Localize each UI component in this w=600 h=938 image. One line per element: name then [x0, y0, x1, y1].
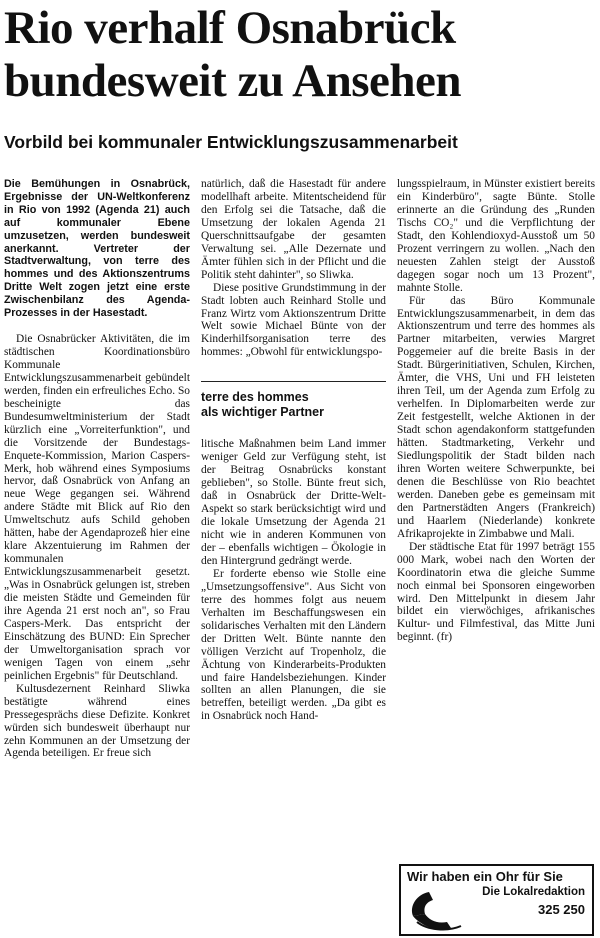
body-paragraph: Der städtische Etat für 1997 beträgt 155 000 Mark, wobei nach den Worten der Koordinatorin etwa die gleiche Summe noch einmal bei Sponsoren eingeworben wird. Den Mittelpunkt in diesem Jahr bildet ein vierwöchiges, afrikanisches Kultur- und Filmfestival, das Mitte Juni beginnt. (fr)	[397, 540, 595, 644]
ad-phone-number: 325 250	[538, 902, 585, 917]
article-column-2	[201, 178, 386, 723]
headline-line-1: Rio verhalf Osnabrück	[4, 2, 456, 54]
intermediate-heading-line-1: terre des hommes	[201, 390, 309, 405]
article-column-3	[397, 178, 595, 644]
telephone-icon	[407, 886, 465, 932]
body-paragraph: Er forderte ebenso wie Stolle eine „Umsetzungsoffensive". Aus Sicht von terre des hommes folgt aus neuem Verhalten im Beschaffungswesen ein solidarisches Verhalten mit den Ländern der Dritten Welt. Bünte nannte den völligen Verzicht auf Tropenholz, die Ächtung von Kinderarbeits-Produkten und faire Handelsbeziehungen. Kinder sollten an allen Planungen, die sie betreffen, beteiligt werden. „Da gibt es in Osnabrück noch Hand-	[201, 567, 386, 723]
body-paragraph: Für das Büro Kommunale Entwicklungszusammenarbeit, in dem das Aktionszentrum und terre des hommes als Partner mitarbeiten, verwies Margret Poggemeier auf die breite Basis in der Stadt. Bürgerinitiativen, Schulen, Kirchen, Ämter, die VHS, Uni und FH leisteten ihren Teil, um der Agenda zum Erfolg zu verhelfen. In Diplomarbeiten werde zur Zeit festgestellt, welche Aktionen in der Stadt schon agendakonform stattgefunden hätten. Stadtmarketing, Verkehr und Siedlungspolitik der Stadt bilden nach ihren Worten weitere Schwerpunkte, bei denen die Beschlüsse von Rio beachtet werden. Daneben gebe es gemeinsam mit den Partnerstädten Angers (Frankreich) und Haarlem (Niederlande) konkrete Afrikaprojekte in Zimbabwe und Mali.	[397, 294, 595, 540]
body-paragraph: lungsspielraum, in Münster existiert bereits ein Kinderbüro", sagte Bünte. Stolle erinnerte an die Gründung des „Runden Tischs CO₂" und die Verpflichtung der Stadt, den Kohlendioxyd-Ausstoß um 50 Prozent verringern zu wollen. „Nach den neuesten Zahlen steigt der Ausstoß dagegen sogar noch um 13 Prozent", mahnte Stolle.	[397, 178, 595, 294]
article-column-1	[4, 178, 190, 760]
headline-line-2: bundesweit zu Ansehen	[4, 55, 461, 107]
body-paragraph: litische Maßnahmen beim Land immer weniger Geld zur Verfügung steht, ist der Beitrag Osnabrücks konstant geblieben", so Stolle. Bünte freut sich, daß in Osnabrück der Dritte-Welt-Aspekt so stark berücksichtigt wird und die lokale Umsetzung der Agenda 21 nicht wie in anderen Kommunen von der – ebenfalls wichtigen – Ökologie in den Hintergrund gedrängt werde.	[201, 438, 386, 567]
subheadline: Vorbild bei kommunaler Entwicklungszusammenarbeit	[4, 132, 458, 152]
local-editorial-ad-box	[399, 864, 594, 936]
ad-slogan: Wir haben ein Ohr für Sie	[407, 869, 563, 884]
intermediate-heading	[201, 381, 386, 420]
body-paragraph: Kultusdezernent Reinhard Sliwka bestätigte während eines Pressegesprächs diese Defizite. Konkret würden sich bundesweit überhaupt nur zehn Kommunen an der Umsetzung der Agenda beteiligen. Er freue sich	[4, 682, 190, 760]
body-paragraph: Die Osnabrücker Aktivitäten, die im städtischen Koordinationsbüro Kommunale Entwicklungszusammenarbeit gebündelt werden, finden ein erfreuliches Echo. So bescheinigte das Bundesumweltministerium der Stadt kürzlich eine „Vorreiterfunktion", und die Vorsitzende der Bundestags-Enquete-Kommission, Marion Caspers-Merk, hob während eines Symposiums hervor, daß Osnabrück von Anfang an neue Wege gegangen sei. Während andere Städte mit Blick auf Rio den Umweltschutz aufs Schild gehoben hätten, habe der Agendaprozeß hier eine klare Akzentuierung im Rahmen der kommunalen Entwicklungszusammenarbeit gesetzt. „Was in Osnabrück gelungen ist, streben die meisten Städte und Gemeinden für ihre Agenda 21 erst noch an", so Frau Caspers-Merk. Das entspricht der Einschätzung des BUND: Ein Sprecher der Umweltorganisation sprach vor wenigen Tagen von einem „sehr peinlichen Ergebnis" für Deutschland.	[4, 332, 190, 682]
headline	[4, 2, 596, 108]
lead-paragraph: Die Bemühungen in Osnabrück, Ergebnisse der UN-Weltkonferenz in Rio von 1992 (Agenda 21) auch auf kommunaler Ebene umzusetzen, werden bundesweit anerkannt. Vertreter der Stadtverwaltung, von terre des hommes und des Aktionszentrums Dritte Welt zogen jetzt eine erste Zwischenbilanz des Agenda-Prozesses in der Hasestadt.	[4, 178, 190, 320]
body-paragraph: natürlich, daß die Hasestadt für andere modellhaft arbeite. Mitentscheidend für den Erfolg sei die Tatsache, daß die Umsetzung der lokalen Agenda 21 Querschnittsaufgabe der gesamten Verwaltung sei. „Alle Dezernate und Ämter fühlen sich in der Pflicht und die Politik steht dahinter", so Sliwka.	[201, 178, 386, 281]
body-paragraph: Diese positive Grundstimmung in der Stadt lobten auch Reinhard Stolle und Franz Wirtz vom Aktionszentrum Dritte Welt sowie Michael Bünte von der Kinderhilfsorganisation terre des hommes: „Obwohl für entwicklungspo-	[201, 281, 386, 359]
intermediate-heading-line-2: als wichtiger Partner	[201, 405, 324, 420]
ad-department: Die Lokalredaktion	[482, 886, 585, 898]
